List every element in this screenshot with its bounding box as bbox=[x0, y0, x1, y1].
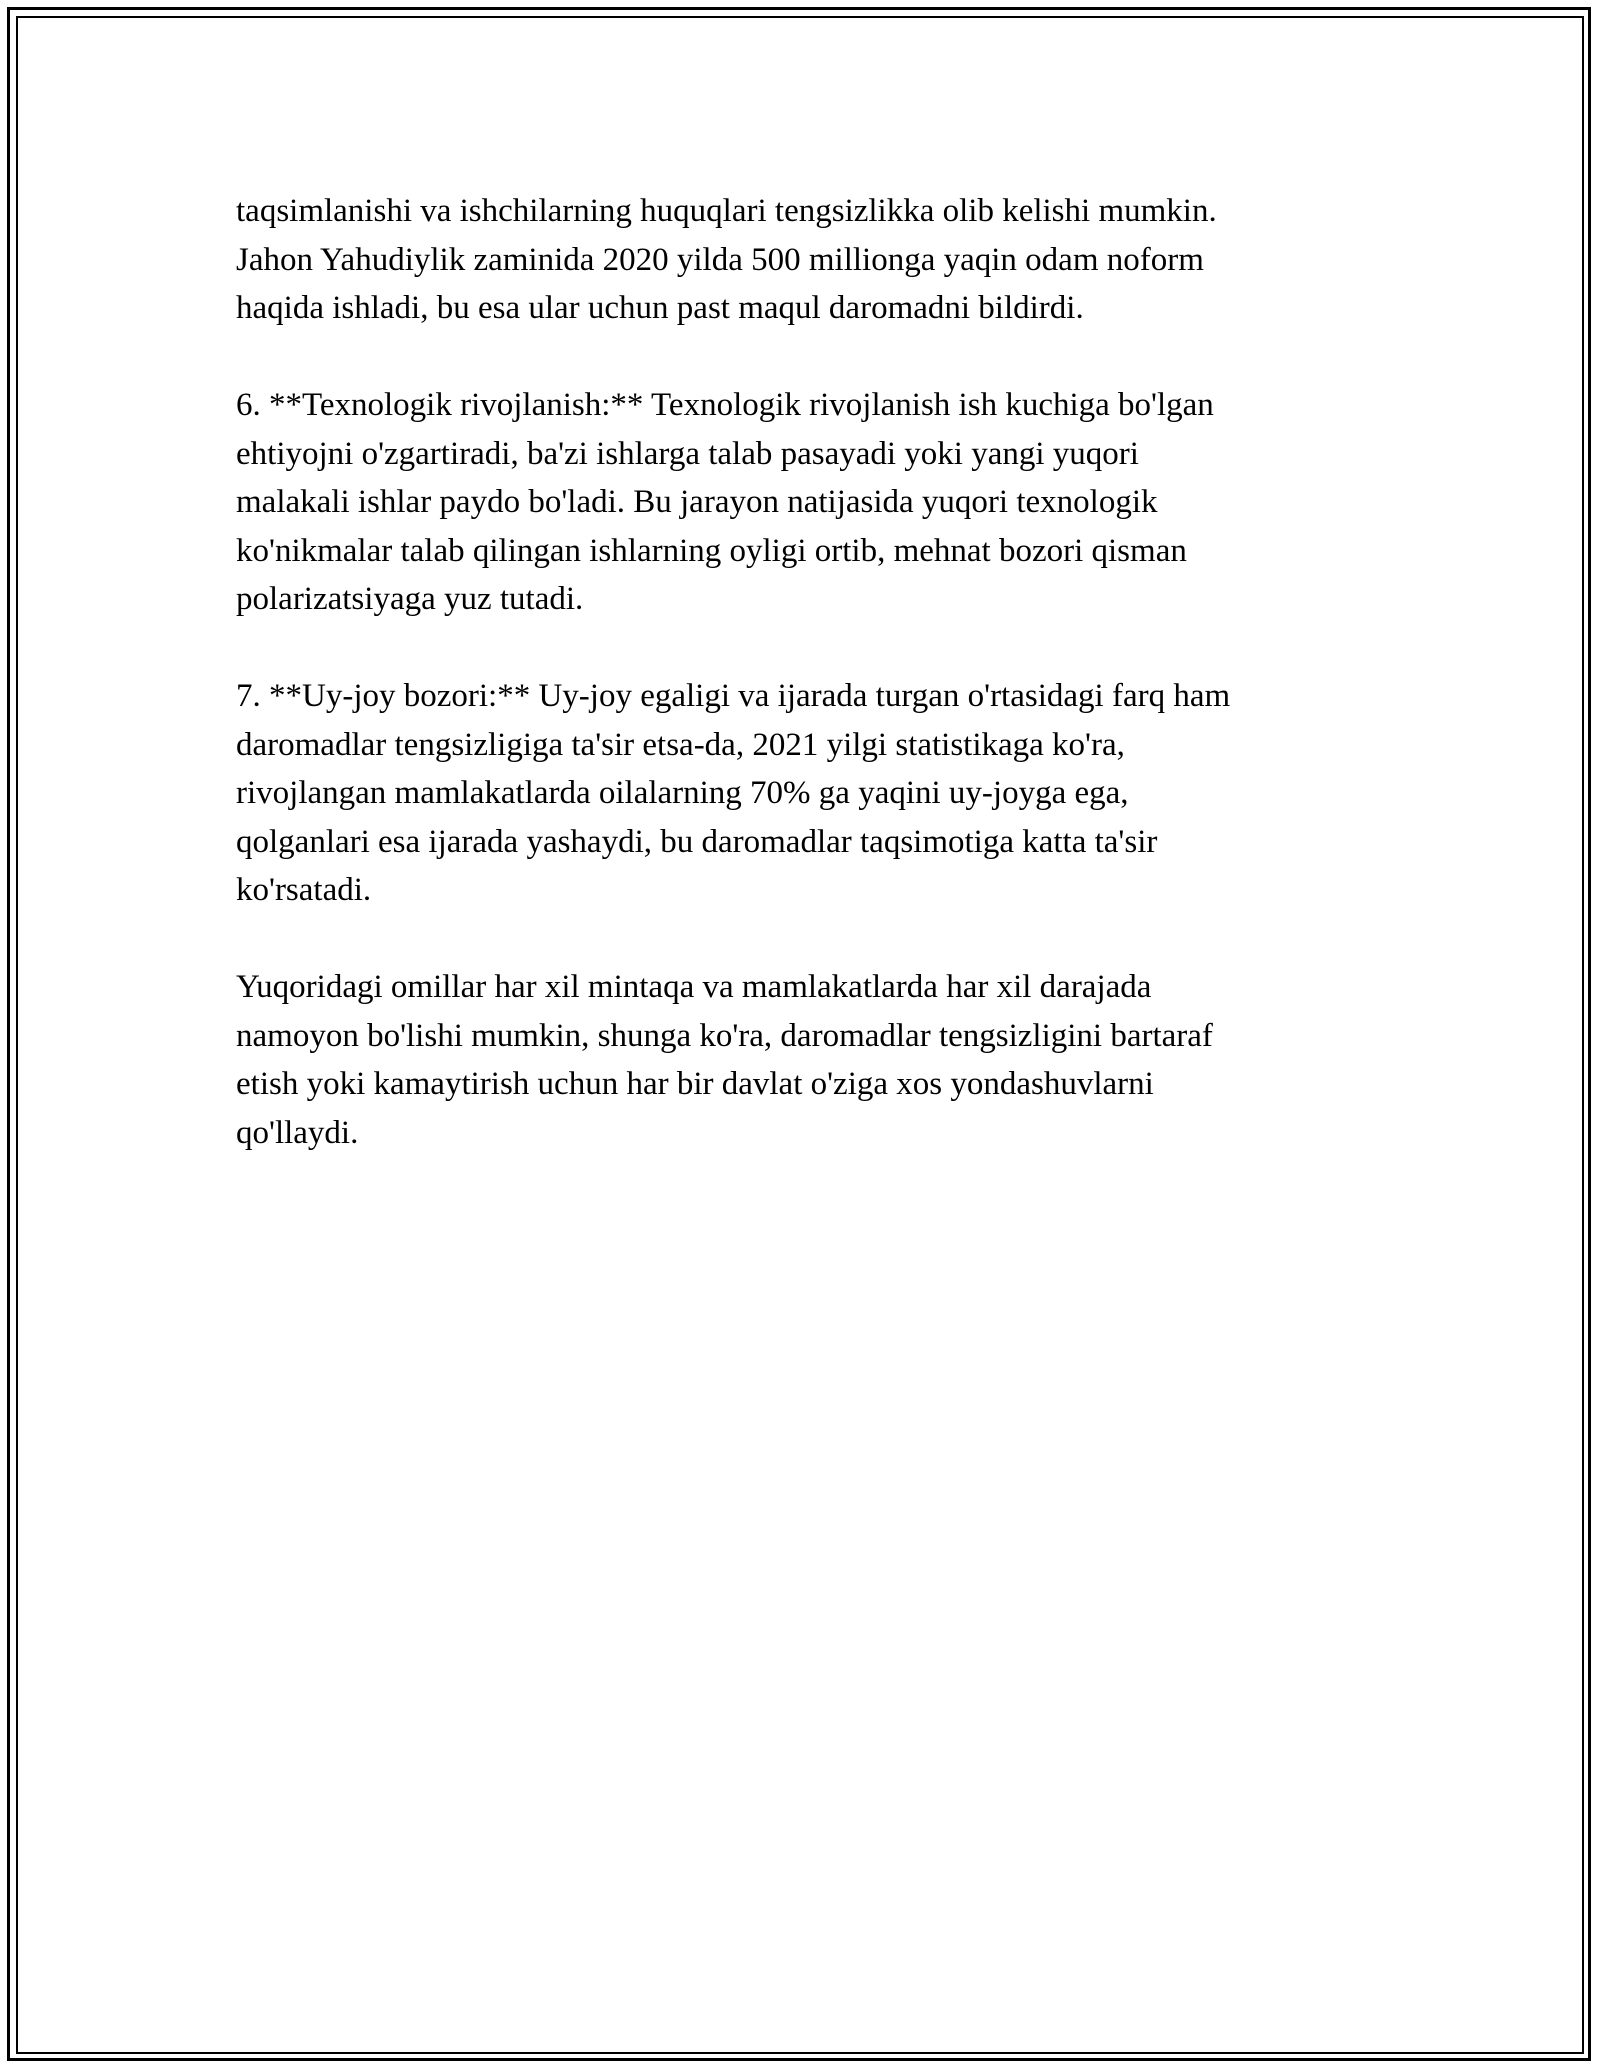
text-line: qo'llaydi. bbox=[236, 1114, 359, 1151]
text-line: 7. **Uy-joy bozori:** Uy-joy egaligi va ijarada turgan o'rtasidagi farq ham bbox=[236, 678, 1231, 714]
text-line: ehtiyojni o'zgartiradi, ba'zi ishlarga talab pasayadi yoki yangi yuqori bbox=[236, 435, 1139, 472]
paragraph-conclusion bbox=[236, 963, 1366, 1157]
paragraph-continuation bbox=[236, 187, 1366, 333]
text-line: rivojlangan mamlakatlarda oilalarning 70% ga yaqini uy-joyga ega, bbox=[236, 775, 1129, 811]
text-line: taqsimlanishi va ishchilarning huquqlari tengsizlikka olib kelishi mumkin. bbox=[236, 193, 1217, 229]
text-line: Jahon Yahudiylik zaminida 2020 yilda 500 millionga yaqin odam noform bbox=[236, 241, 1204, 278]
document-body bbox=[236, 187, 1366, 1206]
text-line: namoyon bo'lishi mumkin, shunga ko'ra, daromadlar tengsizligini bartaraf bbox=[236, 1017, 1213, 1054]
text-line: polarizatsiyaga yuz tutadi. bbox=[236, 581, 584, 617]
paragraph-item-7 bbox=[236, 672, 1366, 915]
text-line: 6. **Texnologik rivojlanish:** Texnologik rivojlanish ish kuchiga bo'lgan bbox=[236, 387, 1214, 423]
text-line: haqida ishladi, bu esa ular uchun past maqul daromadni bildirdi. bbox=[236, 290, 1084, 326]
text-line: malakali ishlar paydo bo'ladi. Bu jarayon natijasida yuqori texnologik bbox=[236, 484, 1158, 520]
text-line: daromadlar tengsizligiga ta'sir etsa-da, 2021 yilgi statistikaga ko'ra, bbox=[236, 726, 1125, 763]
text-line: ko'rsatadi. bbox=[236, 872, 372, 908]
text-line: qolganlari esa ijarada yashaydi, bu daromadlar taqsimotiga katta ta'sir bbox=[236, 823, 1158, 860]
text-line: ko'nikmalar talab qilingan ishlarning oyligi ortib, mehnat bozori qisman bbox=[236, 532, 1187, 569]
paragraph-item-6 bbox=[236, 381, 1366, 624]
text-line: etish yoki kamaytirish uchun har bir davlat o'ziga xos yondashuvlarni bbox=[236, 1066, 1154, 1102]
text-line: Yuqoridagi omillar har xil mintaqa va mamlakatlarda har xil darajada bbox=[236, 969, 1152, 1005]
